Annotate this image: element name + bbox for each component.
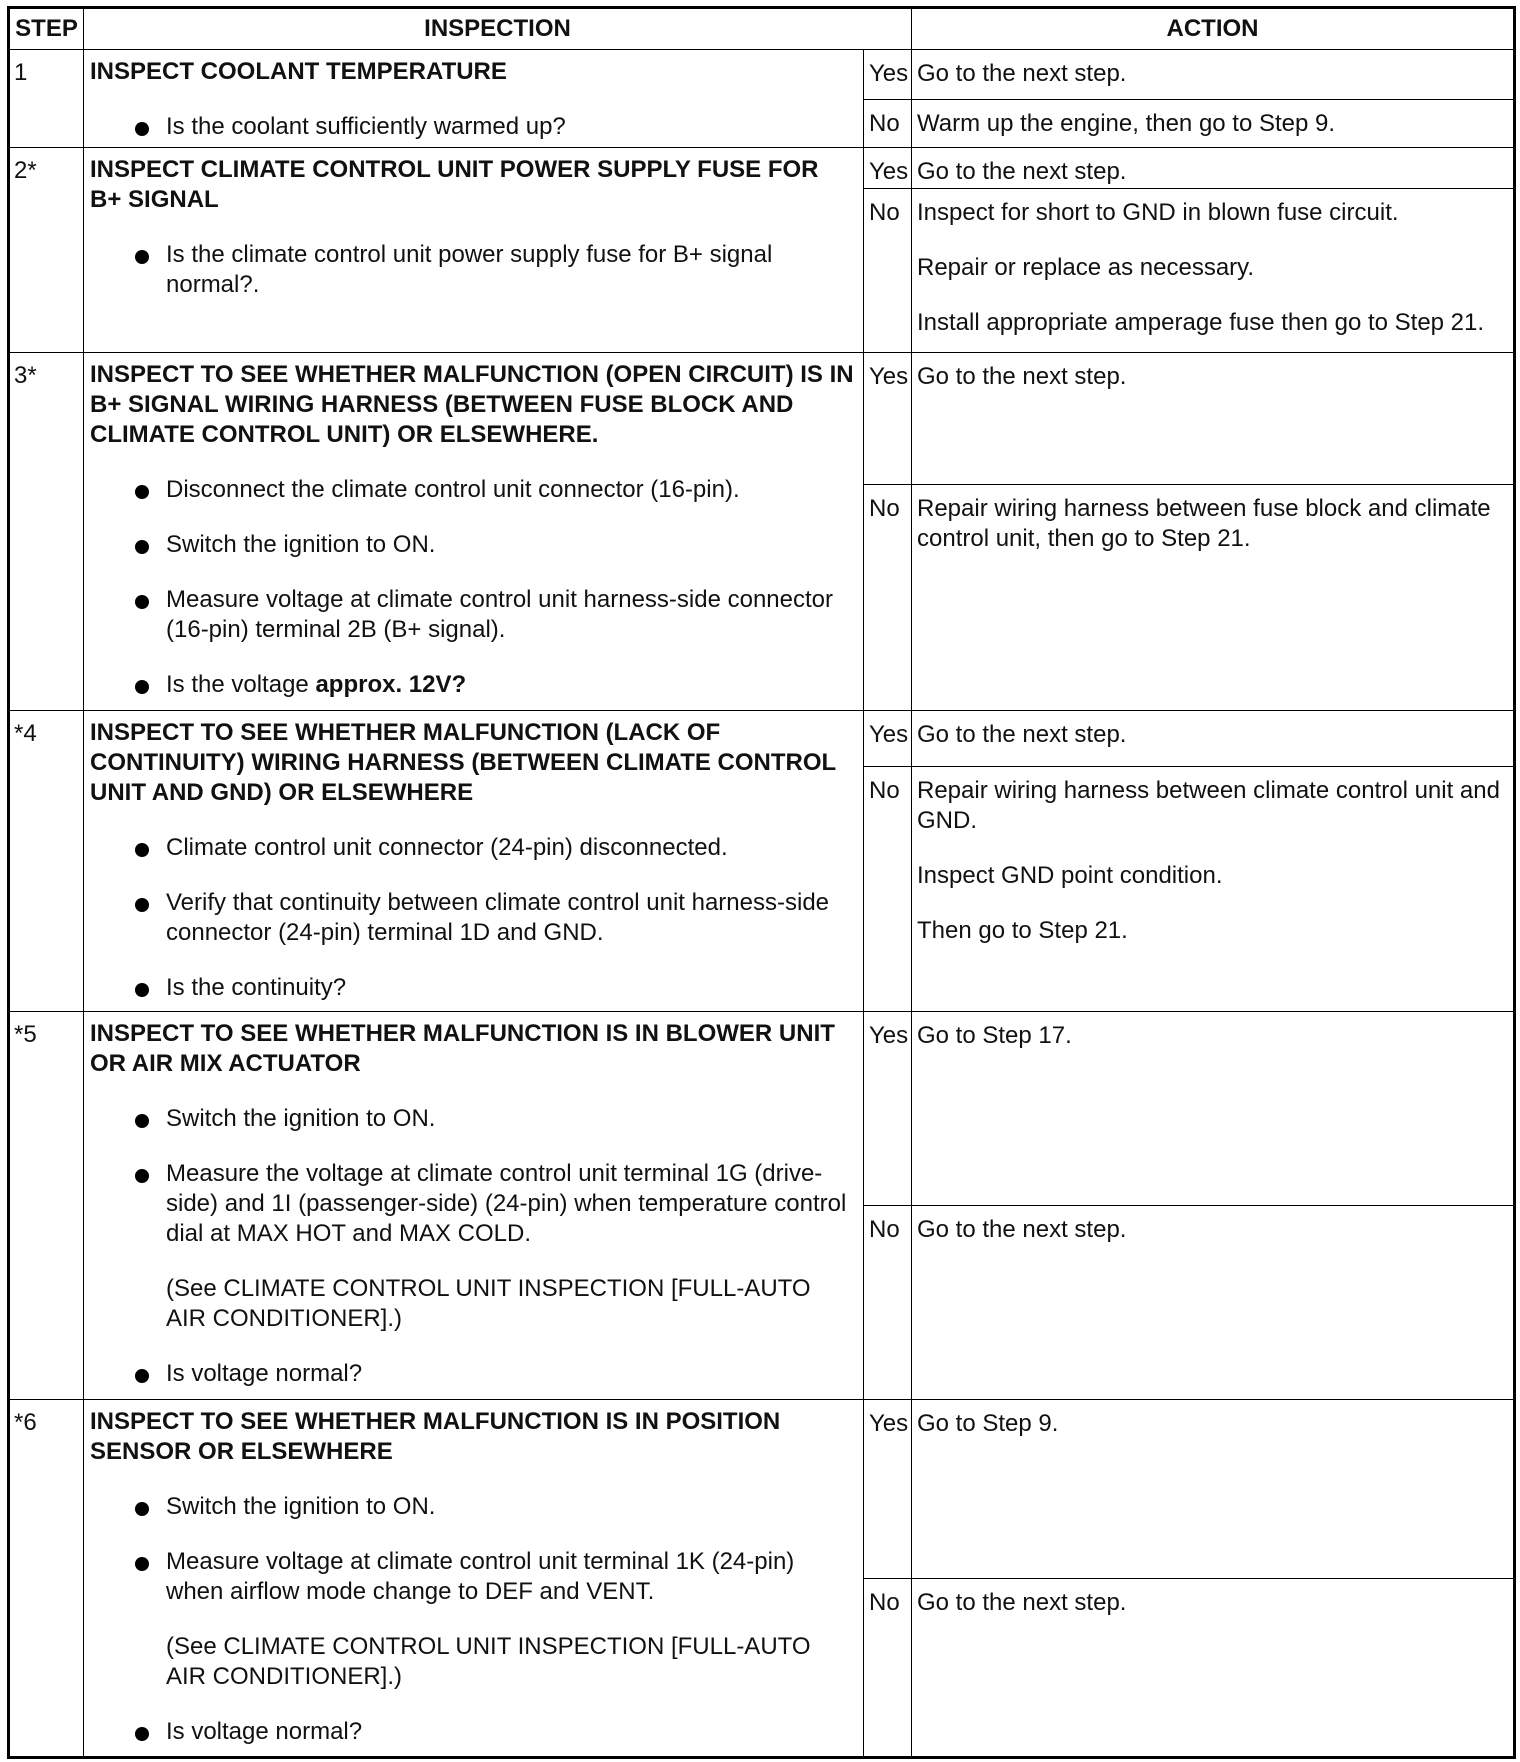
action-text: Inspect GND point condition. bbox=[917, 862, 1223, 890]
no-label: No bbox=[864, 767, 912, 1012]
inspection-item-text: Verify that continuity between climate control unit harness-side connector (24-pin) terminal 1D and GND. bbox=[166, 888, 830, 946]
inspection-note: (See CLIMATE CONTROL UNIT INSPECTION [FULL-AUTO AIR CONDITIONER].) bbox=[166, 1632, 811, 1690]
action-text: Then go to Step 21. bbox=[917, 917, 1128, 945]
bullet-icon bbox=[135, 595, 149, 609]
table-row bbox=[9, 710, 1515, 767]
yes-label: Yes bbox=[864, 1399, 912, 1578]
inspection-item-text: Is the climate control unit power supply fuse for B+ signal normal?. bbox=[166, 241, 773, 299]
action-text: Go to Step 9. bbox=[917, 1409, 1059, 1437]
bullet-icon bbox=[135, 1557, 149, 1571]
bullet-icon bbox=[135, 1369, 149, 1383]
bullet-icon bbox=[135, 843, 149, 857]
table-header-row bbox=[9, 8, 1515, 50]
inspection-item-text: Disconnect the climate control unit connector (16-pin). bbox=[166, 476, 740, 504]
bullet-icon bbox=[135, 1169, 149, 1183]
inspection-item bbox=[90, 670, 855, 700]
no-action-cell bbox=[912, 485, 1515, 710]
inspection-cell bbox=[84, 353, 864, 710]
step-number: *6 bbox=[9, 1399, 84, 1757]
table-row bbox=[9, 353, 1515, 485]
no-action-cell bbox=[912, 189, 1515, 353]
inspection-cell bbox=[84, 1399, 864, 1757]
step-number: 2* bbox=[9, 148, 84, 353]
inspection-item bbox=[90, 585, 855, 645]
yes-action-cell bbox=[912, 353, 1515, 485]
yes-action-cell bbox=[912, 148, 1515, 189]
bullet-icon bbox=[135, 983, 149, 997]
inspection-cell bbox=[84, 148, 864, 353]
bullet-icon bbox=[135, 1114, 149, 1128]
inspection-title: INSPECT COOLANT TEMPERATURE bbox=[90, 58, 507, 85]
inspection-item-text: Measure the voltage at climate control unit terminal 1G (drive-side) and 1I (passenger-side) (24-pin) when temperature control dial at MAX HOT and MAX COLD. bbox=[166, 1160, 847, 1248]
no-action-cell bbox=[912, 1206, 1515, 1399]
no-label: No bbox=[864, 189, 912, 353]
table-row bbox=[9, 1012, 1515, 1206]
inspection-item bbox=[90, 1717, 855, 1747]
yes-label: Yes bbox=[864, 710, 912, 767]
inspection-item bbox=[90, 112, 855, 142]
yes-action-cell bbox=[912, 50, 1515, 100]
yes-action-cell bbox=[912, 710, 1515, 767]
inspection-item bbox=[90, 1159, 855, 1249]
inspection-item bbox=[90, 240, 855, 300]
table-row bbox=[9, 148, 1515, 189]
inspection-item-text: Is the coolant sufficiently warmed up? bbox=[166, 113, 566, 140]
inspection-cell bbox=[84, 710, 864, 1011]
action-text: Repair or replace as necessary. bbox=[917, 254, 1255, 282]
inspection-item bbox=[90, 1492, 855, 1522]
action-text: Inspect for short to GND in blown fuse circuit. bbox=[917, 199, 1399, 227]
step-number: 3* bbox=[9, 353, 84, 710]
inspection-item-text: Measure voltage at climate control unit harness-side connector (16-pin) terminal 2B (B+ signal). bbox=[166, 586, 834, 644]
yes-label: Yes bbox=[864, 50, 912, 100]
action-text: Go to the next step. bbox=[917, 363, 1127, 391]
no-label: No bbox=[864, 99, 912, 148]
no-label: No bbox=[864, 485, 912, 710]
bullet-icon bbox=[135, 898, 149, 912]
action-text: Go to the next step. bbox=[917, 1588, 1127, 1616]
no-label: No bbox=[864, 1206, 912, 1399]
inspection-item bbox=[90, 888, 855, 948]
inspection-item-text: Switch the ignition to ON. bbox=[166, 1492, 436, 1520]
action-text: Go to the next step. bbox=[917, 158, 1127, 186]
bullet-icon bbox=[135, 250, 149, 264]
step-number: *4 bbox=[9, 710, 84, 1011]
inspection-title: INSPECT TO SEE WHETHER MALFUNCTION IS IN POSITION SENSOR OR ELSEWHERE bbox=[90, 1407, 781, 1465]
inspection-item-text: Is the continuity? bbox=[166, 973, 347, 1001]
inspection-table bbox=[7, 6, 1516, 1759]
inspection-item bbox=[90, 1104, 855, 1134]
inspection-item-emphasis: approx. 12V? bbox=[315, 671, 467, 699]
step-number: 1 bbox=[9, 50, 84, 148]
action-text: Install appropriate amperage fuse then go to Step 21. bbox=[917, 309, 1485, 337]
bullet-icon bbox=[135, 540, 149, 554]
action-text: Go to the next step. bbox=[917, 60, 1127, 87]
inspection-item-text: Switch the ignition to ON. bbox=[166, 531, 436, 559]
inspection-item bbox=[90, 833, 855, 863]
inspection-cell bbox=[84, 1012, 864, 1400]
yes-action-cell bbox=[912, 1012, 1515, 1206]
bullet-icon bbox=[135, 122, 149, 136]
no-action-cell bbox=[912, 1578, 1515, 1757]
table-row bbox=[9, 50, 1515, 100]
action-text: Go to Step 17. bbox=[917, 1022, 1072, 1050]
inspection-item-text: Switch the ignition to ON. bbox=[166, 1105, 436, 1133]
header-step: STEP bbox=[9, 8, 84, 50]
action-text: Warm up the engine, then go to Step 9. bbox=[917, 109, 1336, 137]
inspection-item-text: Is voltage normal? bbox=[166, 1360, 363, 1388]
table-body bbox=[9, 50, 1515, 1758]
action-text: Go to the next step. bbox=[917, 720, 1127, 748]
yes-action-cell bbox=[912, 1399, 1515, 1578]
yes-label: Yes bbox=[864, 1012, 912, 1206]
inspection-title: INSPECT TO SEE WHETHER MALFUNCTION IS IN BLOWER UNIT OR AIR MIX ACTUATOR bbox=[90, 1020, 835, 1078]
action-text: Go to the next step. bbox=[917, 1216, 1127, 1244]
inspection-title: INSPECT CLIMATE CONTROL UNIT POWER SUPPLY FUSE FOR B+ SIGNAL bbox=[90, 156, 819, 214]
bullet-icon bbox=[135, 680, 149, 694]
bullet-icon bbox=[135, 485, 149, 499]
header-inspection: INSPECTION bbox=[84, 8, 912, 50]
inspection-item bbox=[90, 475, 855, 505]
no-label: No bbox=[864, 1578, 912, 1757]
bullet-icon bbox=[135, 1727, 149, 1741]
inspection-item bbox=[90, 530, 855, 560]
inspection-cell bbox=[84, 50, 864, 148]
yes-label: Yes bbox=[864, 353, 912, 485]
inspection-item-text: Is the voltage bbox=[166, 671, 316, 699]
inspection-note: (See CLIMATE CONTROL UNIT INSPECTION [FULL-AUTO AIR CONDITIONER].) bbox=[166, 1275, 811, 1333]
inspection-item-text: Climate control unit connector (24-pin) disconnected. bbox=[166, 833, 728, 861]
inspection-item bbox=[90, 973, 855, 1003]
action-text: Repair wiring harness between fuse block and climate control unit, then go to Step 21. bbox=[917, 495, 1491, 553]
inspection-item bbox=[90, 1547, 855, 1607]
table-row bbox=[9, 1399, 1515, 1578]
inspection-title: INSPECT TO SEE WHETHER MALFUNCTION (LACK OF CONTINUITY) WIRING HARNESS (BETWEEN CLIMATE CONTROL UNIT AND GND) OR ELSEWHERE bbox=[90, 718, 836, 806]
inspection-item-text: Measure voltage at climate control unit terminal 1K (24-pin) when airflow mode change to DEF and VENT. bbox=[166, 1547, 795, 1605]
no-action-cell bbox=[912, 99, 1515, 148]
bullet-icon bbox=[135, 1502, 149, 1516]
action-text: Repair wiring harness between climate control unit and GND. bbox=[917, 777, 1500, 835]
inspection-item bbox=[90, 1359, 855, 1389]
yes-label: Yes bbox=[864, 148, 912, 189]
header-action: ACTION bbox=[912, 8, 1515, 50]
inspection-item-text: Is voltage normal? bbox=[166, 1717, 363, 1745]
no-action-cell bbox=[912, 767, 1515, 1012]
inspection-title: INSPECT TO SEE WHETHER MALFUNCTION (OPEN CIRCUIT) IS IN B+ SIGNAL WIRING HARNESS (BETWEEN FUSE BLOCK AND CLIMATE CONTROL UNIT) OR ELSEWHERE. bbox=[90, 361, 854, 449]
step-number: *5 bbox=[9, 1012, 84, 1400]
